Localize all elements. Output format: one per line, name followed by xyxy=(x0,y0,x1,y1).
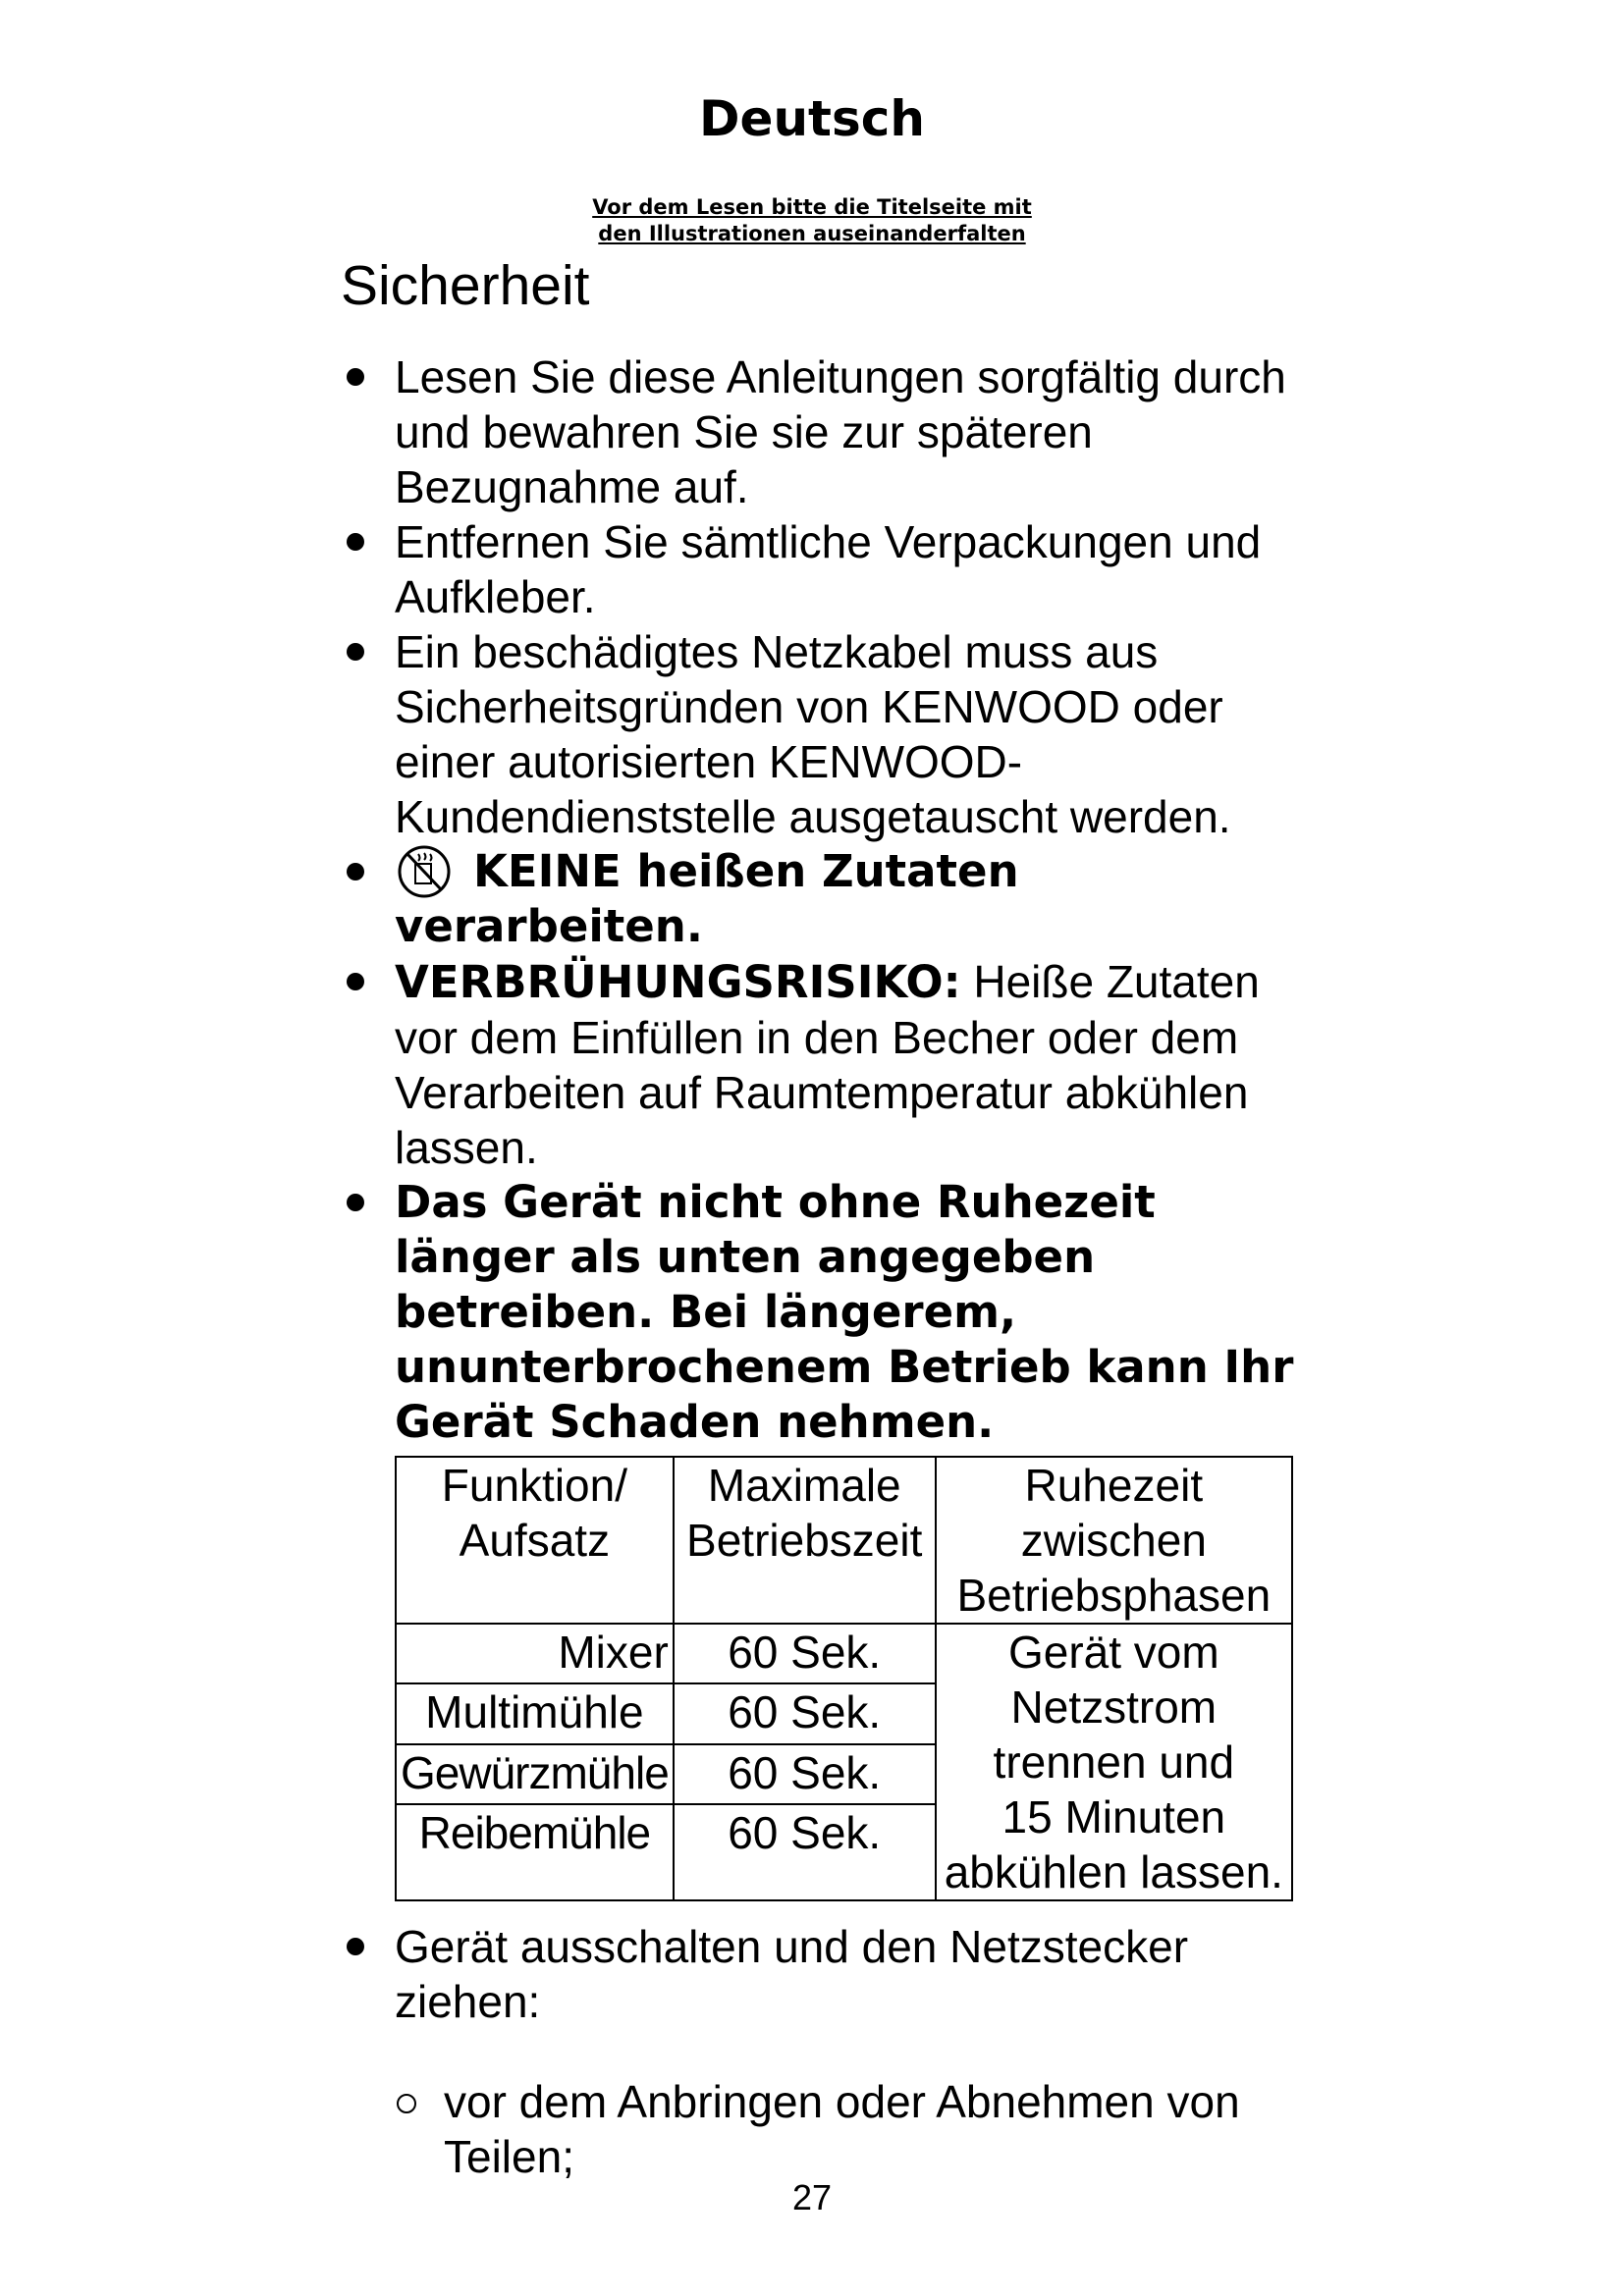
item-text: Das Gerät nicht ohne Ruhezeit länger als unten angegeben betreiben. Bei längerem, ununterbrochenem Betrieb kann Ihr Gerät Schaden nehmen. xyxy=(395,1176,1294,1448)
cell-function: Mixer xyxy=(396,1624,674,1683)
page-number: 27 xyxy=(791,2177,833,2217)
language-heading: Deutsch xyxy=(699,90,925,147)
bullet-icon xyxy=(347,368,364,386)
cell-time: 60 Sek. xyxy=(674,1744,936,1804)
list-item xyxy=(341,844,1303,954)
bullet-icon xyxy=(347,643,364,661)
item-text: vor dem Anbringen oder Abnehmen von Teilen; xyxy=(444,2076,1240,2182)
item-text: Lesen Sie diese Anleitungen sorgfältig durch und bewahren Sie sie zur späteren Bezugnahme auf. xyxy=(395,351,1286,512)
item-text: Ein beschädigtes Netzkabel muss aus Sicherheitsgründen von KENWOOD oder einer autorisierten KENWOOD-Kundendienststelle ausgetauscht werden. xyxy=(395,626,1231,842)
item-text: KEINE heißen Zutaten verarbeiten. xyxy=(395,845,1019,952)
operating-time-table xyxy=(395,1456,1293,1901)
list-item xyxy=(341,1919,1303,2029)
scald-risk-label: VERBRÜHUNGSRISIKO: xyxy=(395,956,961,1008)
sub-list-item xyxy=(341,2074,1303,2184)
table-row xyxy=(396,1624,1292,1683)
table-header-row xyxy=(396,1457,1292,1624)
cell-function: Multimühle xyxy=(396,1683,674,1743)
cell-time: 60 Sek. xyxy=(674,1624,936,1683)
item-text: Heiße Zutaten vor dem Einfüllen in den Becher oder dem Verarbeiten auf Raumtemperatur abkühlen lassen. xyxy=(395,956,1260,1173)
item-text: Gerät ausschalten und den Netzstecker ziehen: xyxy=(395,1921,1189,2027)
header-max-time: Maximale Betriebszeit xyxy=(674,1457,936,1624)
unfold-note xyxy=(0,194,1624,247)
header-rest-time: Ruhezeit zwischen Betriebsphasen xyxy=(936,1457,1292,1624)
unfold-note-line-2: den Illustrationen auseinanderfalten xyxy=(598,222,1026,245)
cell-time: 60 Sek. xyxy=(674,1804,936,1900)
bullet-icon xyxy=(347,1194,364,1211)
list-item xyxy=(341,624,1303,844)
bullet-icon xyxy=(347,973,364,990)
list-item xyxy=(341,514,1303,624)
cell-time: 60 Sek. xyxy=(674,1683,936,1743)
no-hot-liquids-icon xyxy=(395,844,454,899)
header-function: Funktion/ Aufsatz xyxy=(396,1457,674,1624)
bullet-icon xyxy=(347,1938,364,1955)
cell-rest-instructions: Gerät vom Netzstrom trennen und 15 Minuten abkühlen lassen. xyxy=(936,1624,1292,1900)
bullet-icon xyxy=(347,863,364,881)
unfold-note-line-1: Vor dem Lesen bitte die Titelseite mit xyxy=(592,195,1032,219)
safety-list xyxy=(341,349,1303,2229)
list-item xyxy=(341,954,1303,1175)
cell-function: Reibemühle xyxy=(396,1804,674,1900)
list-item xyxy=(341,1175,1303,1450)
bullet-icon xyxy=(347,533,364,551)
item-text: Entfernen Sie sämtliche Verpackungen und Aufkleber. xyxy=(395,516,1262,622)
list-item xyxy=(341,349,1303,514)
cell-function: Gewürzmühle xyxy=(396,1744,674,1804)
section-title: Sicherheit xyxy=(341,254,590,317)
sub-bullet-icon xyxy=(397,2094,416,2113)
